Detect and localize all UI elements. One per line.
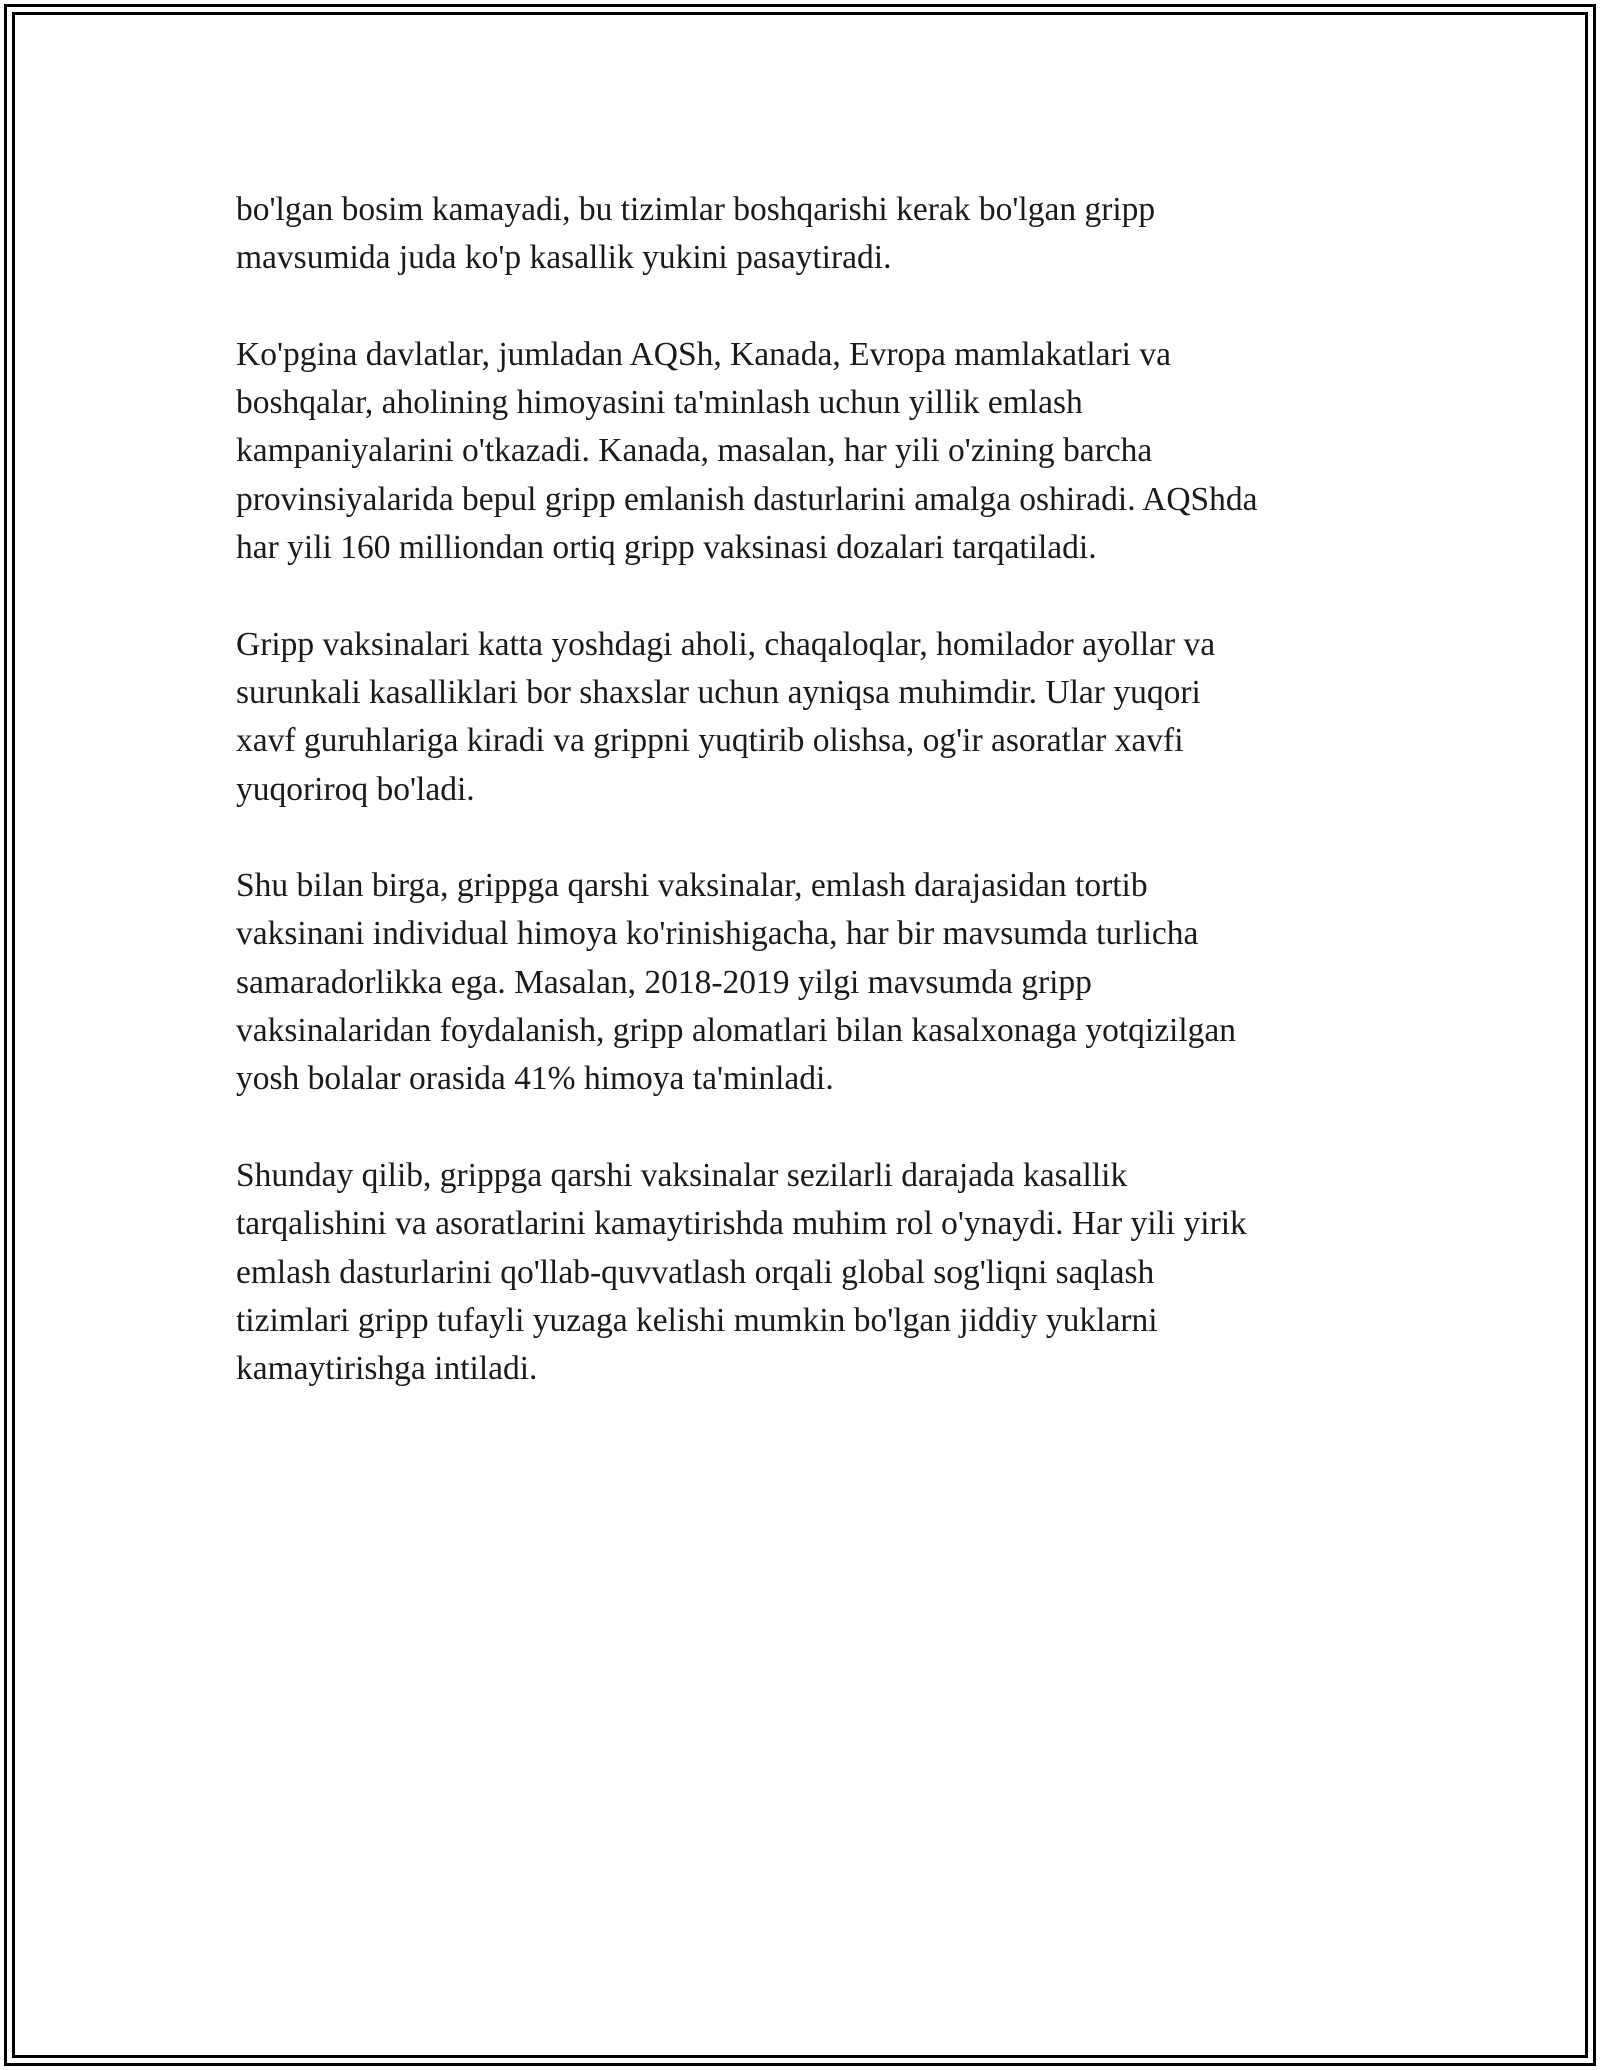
text-line: Gripp vaksinalari katta yoshdagi aholi, chaqaloqlar, homilador ayollar va (236, 625, 1216, 663)
text-line: Ko'pgina davlatlar, jumladan AQSh, Kanada, Evropa mamlakatlari va (236, 335, 1171, 373)
paragraph (236, 862, 1366, 1103)
paragraph (236, 331, 1366, 572)
text-line: kampaniyalarini o'tkazadi. Kanada, masalan, har yili o'zining barcha (236, 432, 1153, 470)
text-line: mavsumida juda ko'p kasallik yukini pasaytiradi. (236, 239, 892, 277)
text-line: vaksinalaridan foydalanish, gripp alomatlari bilan kasalxonaga yotqizilgan (236, 1012, 1237, 1050)
text-line: vaksinani individual himoya ko'rinishigacha, har bir mavsumda turlicha (236, 915, 1199, 953)
text-line: emlash dasturlarini qo'llab-quvvatlash orqali global sog'liqni saqlash (236, 1253, 1155, 1291)
text-line: har yili 160 milliondan ortiq gripp vaksinasi dozalari tarqatiladi. (236, 529, 1097, 567)
document-body (236, 186, 1366, 1442)
text-line: tarqalishini va asoratlarini kamaytirishda muhim rol o'ynaydi. Har yili yirik (236, 1205, 1247, 1243)
text-line: Shu bilan birga, grippga qarshi vaksinalar, emlash darajasidan tortib (236, 867, 1148, 905)
text-line: surunkali kasalliklari bor shaxslar uchun ayniqsa muhimdir. Ular yuqori (236, 673, 1201, 711)
paragraph (236, 186, 1366, 283)
text-line: yosh bolalar orasida 41% himoya ta'minladi. (236, 1060, 834, 1098)
text-line: kamaytirishga intiladi. (236, 1350, 538, 1388)
text-line: xavf guruhlariga kiradi va grippni yuqtirib olishsa, og'ir asoratlar xavfi (236, 722, 1184, 760)
text-line: yuqoriroq bo'ladi. (236, 770, 475, 808)
text-line: tizimlari gripp tufayli yuzaga kelishi mumkin bo'lgan jiddiy yuklarni (236, 1301, 1158, 1339)
paragraph (236, 621, 1366, 814)
text-line: bo'lgan bosim kamayadi, bu tizimlar boshqarishi kerak bo'lgan gripp (236, 191, 1156, 228)
text-line: boshqalar, aholining himoyasini ta'minlash uchun yillik emlash (236, 384, 1083, 422)
text-line: provinsiyalarida bepul gripp emlanish dasturlarini amalga oshiradi. AQShda (236, 480, 1258, 518)
paragraph (236, 1152, 1366, 1393)
text-line: samaradorlikka ega. Masalan, 2018-2019 yilgi mavsumda gripp (236, 963, 1092, 1001)
text-line: Shunday qilib, grippga qarshi vaksinalar sezilarli darajada kasallik (236, 1156, 1128, 1194)
